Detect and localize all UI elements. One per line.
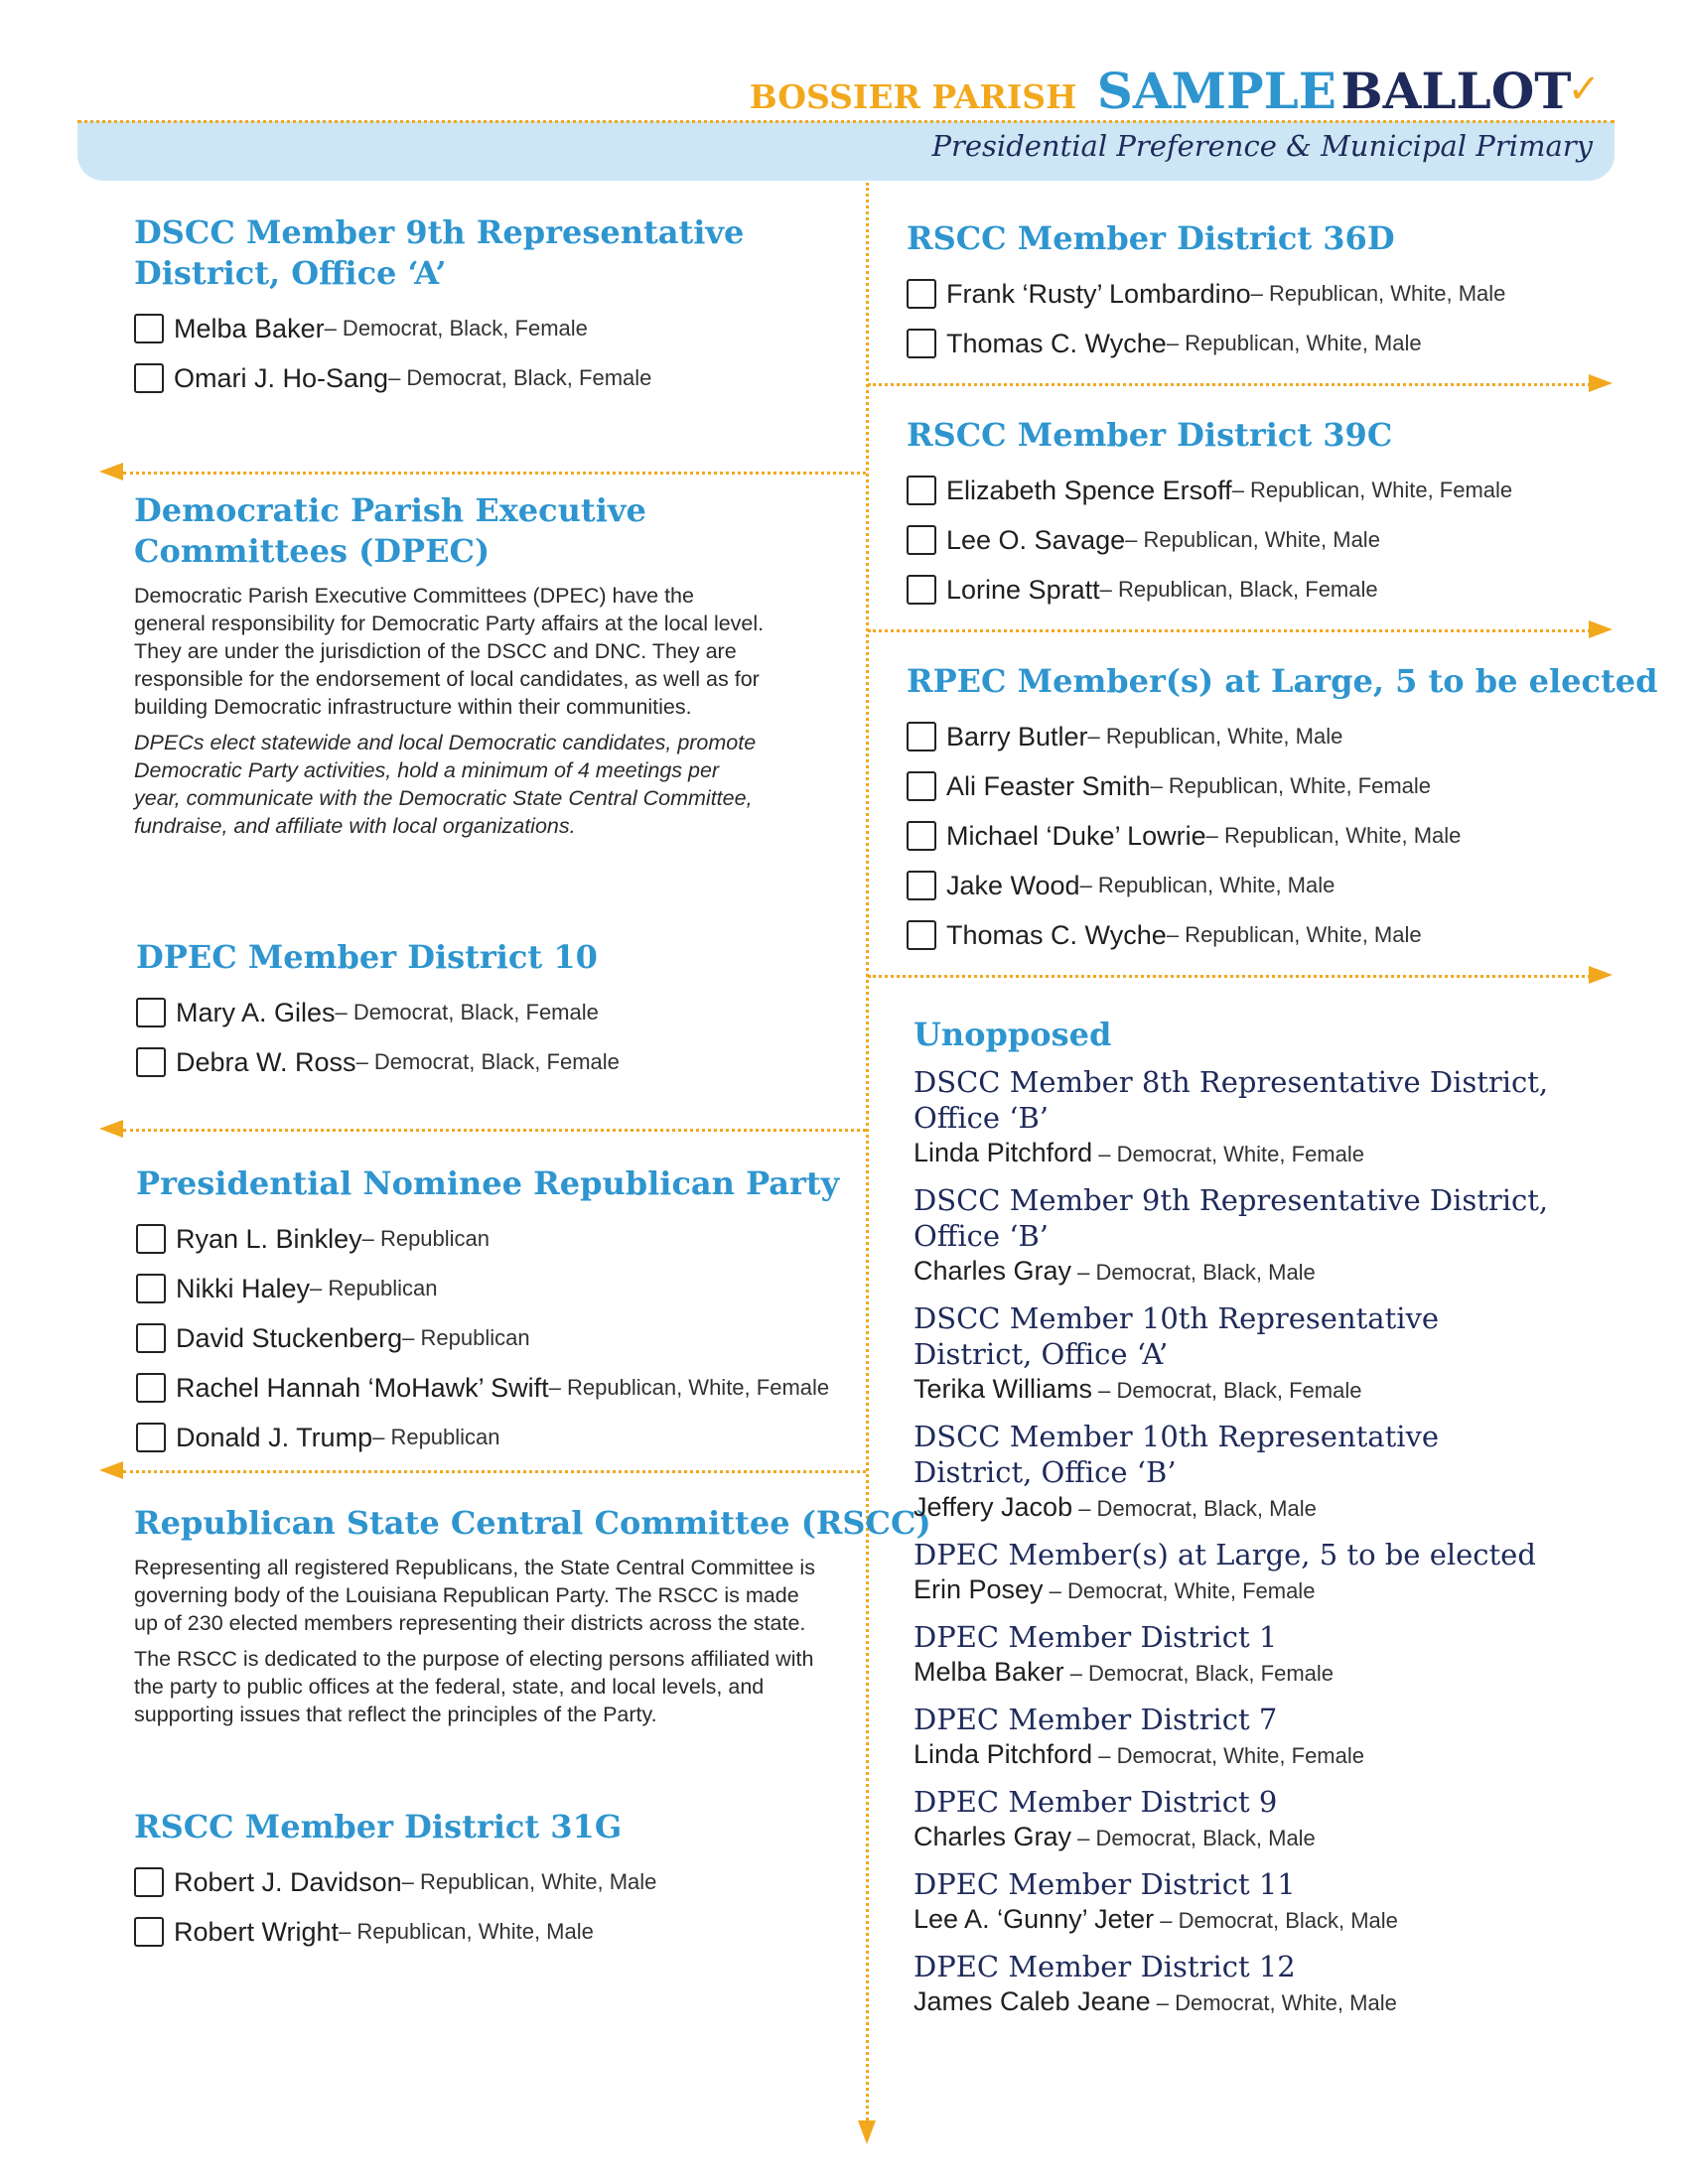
arrow-right-icon — [1589, 966, 1613, 984]
dpec-info — [134, 490, 770, 848]
candidate-desc: – Democrat, Black, Female — [1092, 1378, 1362, 1403]
checkbox[interactable] — [134, 1867, 164, 1897]
checkbox[interactable] — [907, 476, 936, 505]
candidate-desc: – Democrat, Black, Female — [355, 1049, 620, 1074]
office-name: DPEC Member District 7 — [914, 1703, 1278, 1736]
race-rscc-district-36d — [907, 218, 1602, 368]
candidate-desc: – Republican, White, Male — [1166, 922, 1422, 947]
candidate-desc: – Republican — [372, 1425, 500, 1449]
candidate-name: Linda Pitchford — [914, 1138, 1093, 1167]
candidate-desc: – Republican, White, Male — [1166, 331, 1422, 355]
candidate-desc: – Republican — [310, 1276, 438, 1300]
candidate-name: Melba Baker — [914, 1657, 1064, 1687]
ballot-header-title — [750, 62, 1601, 120]
candidate-name: Elizabeth Spence Ersoff — [946, 475, 1232, 505]
checkbox[interactable] — [907, 575, 936, 605]
unopposed-item — [914, 1300, 1549, 1411]
candidate-option[interactable] — [907, 761, 1621, 811]
race-rscc-district-31g — [134, 1807, 859, 1957]
checkbox[interactable] — [136, 998, 166, 1027]
candidate-name: Omari J. Ho-Sang — [174, 362, 389, 393]
candidate-desc: – Democrat, Black, Female — [1063, 1661, 1335, 1686]
candidate-option[interactable] — [907, 861, 1621, 910]
candidate-name: Jake Wood — [946, 870, 1080, 900]
candidate-name: Charles Gray — [914, 1256, 1072, 1286]
candidate-name: Thomas C. Wyche — [946, 328, 1167, 358]
candidate-desc: – Republican, White, Male — [339, 1919, 594, 1944]
candidate-name: Lee A. ‘Gunny’ Jeter — [914, 1904, 1155, 1934]
candidate-option[interactable] — [134, 304, 859, 353]
candidate-desc: – Democrat, Black, Female — [324, 316, 588, 341]
candidate-desc: – Republican, White, Male — [401, 1869, 657, 1894]
checkbox[interactable] — [907, 920, 936, 950]
candidate-option[interactable] — [136, 1264, 861, 1313]
candidate-name: Mary A. Giles — [176, 997, 336, 1027]
candidate-option[interactable] — [136, 988, 861, 1037]
candidate-desc: – Republican, White, Male — [1079, 873, 1336, 897]
office-name: DPEC Member District 9 — [914, 1785, 1278, 1819]
checkbox[interactable] — [136, 1323, 166, 1353]
candidate-option[interactable] — [907, 515, 1602, 565]
rscc-info — [134, 1503, 931, 1736]
office-name: DPEC Member District 12 — [914, 1950, 1296, 1983]
unopposed-item — [914, 1182, 1549, 1293]
unopposed-item — [914, 1949, 1549, 2023]
office-name: DPEC Member District 11 — [914, 1867, 1296, 1901]
candidate-option[interactable] — [136, 1313, 861, 1363]
candidate-desc: – Democrat, Black, Male — [1072, 1496, 1317, 1521]
candidate-name: Rachel Hannah ‘MoHawk’ Swift — [176, 1372, 549, 1403]
candidate-desc: – Republican, White, Male — [1205, 823, 1462, 848]
checkbox[interactable] — [136, 1047, 166, 1077]
race-title: RSCC Member District 31G — [134, 1808, 623, 1845]
candidate-desc: – Democrat, Black, Male — [1071, 1260, 1316, 1285]
candidate-name: Ryan L. Binkley — [176, 1223, 362, 1254]
checkbox[interactable] — [134, 314, 164, 343]
candidate-option[interactable] — [134, 1857, 859, 1907]
race-dpec-district-10 — [136, 937, 861, 1087]
candidate-name: Michael ‘Duke’ Lowrie — [946, 820, 1206, 851]
candidate-desc: – Republican — [361, 1226, 491, 1251]
arrow-left-icon — [99, 1120, 123, 1138]
ballot-subtitle: Presidential Preference & Municipal Primary — [931, 129, 1593, 163]
candidate-option[interactable] — [136, 1413, 861, 1462]
candidate-name: Terika Williams — [914, 1374, 1093, 1404]
candidate-desc: – Republican, White, Female — [1231, 478, 1513, 502]
race-title: RPEC Member(s) at Large, 5 to be elected — [907, 662, 1658, 700]
candidate-option[interactable] — [907, 466, 1602, 515]
race-presidential-republican — [136, 1163, 861, 1462]
unopposed-item — [914, 1702, 1549, 1776]
info-paragraph: Democratic Parish Executive Committees (DPEC) have the general responsibility for Democratic Party affairs at the local level. They are under the jurisdiction of the DSCC and DNC. They are responsible for the endorsement of local candidates, as well as for building Democratic infrastructure within their communities. — [134, 584, 765, 719]
checkbox[interactable] — [907, 525, 936, 555]
arrow-left-icon — [99, 463, 123, 480]
candidate-name: Thomas C. Wyche — [946, 919, 1167, 950]
info-paragraph: DPECs elect statewide and local Democratic candidates, promote Democratic Party activities, hold a minimum of 4 meetings per year, communicate with the Democratic State Central Committee, fundraise, and affiliate with local organizations. — [134, 731, 757, 838]
candidate-desc: – Democrat, Black, Male — [1071, 1826, 1316, 1850]
checkbox[interactable] — [907, 722, 936, 751]
candidate-option[interactable] — [907, 565, 1602, 614]
section-divider — [123, 472, 866, 475]
office-name: DPEC Member(s) at Large, 5 to be elected — [914, 1538, 1536, 1571]
candidate-option[interactable] — [907, 319, 1602, 368]
candidate-option[interactable] — [136, 1363, 861, 1413]
candidate-option[interactable] — [134, 1907, 859, 1957]
race-dscc-9th-office-a — [134, 212, 859, 403]
candidate-desc: – Republican — [402, 1325, 530, 1350]
candidate-name: Charles Gray — [914, 1822, 1072, 1851]
unopposed-item — [914, 1619, 1549, 1694]
candidate-name: Lee O. Savage — [946, 524, 1126, 555]
candidate-desc: – Republican, White, Male — [1125, 527, 1380, 552]
checkbox[interactable] — [907, 821, 936, 851]
unopposed-item — [914, 1419, 1549, 1529]
race-rscc-district-39c — [907, 415, 1602, 614]
candidate-name: Lorine Spratt — [946, 574, 1100, 605]
arrow-left-icon — [99, 1461, 123, 1479]
race-title: DPEC Member District 10 — [136, 938, 598, 976]
checkbox[interactable] — [907, 279, 936, 309]
info-paragraph: Representing all registered Republicans, the State Central Committee is governing body of the Louisiana Republican Party. The RSCC is made up of 230 elected members representing their districts across the state. — [134, 1556, 815, 1635]
checkbox[interactable] — [134, 1917, 164, 1947]
race-title: Presidential Nominee Republican Party — [136, 1164, 840, 1202]
candidate-option[interactable] — [907, 269, 1602, 319]
candidate-name: Melba Baker — [174, 313, 325, 343]
candidate-name: James Caleb Jeane — [914, 1986, 1151, 2016]
candidate-desc: – Republican, Black, Female — [1099, 577, 1378, 602]
section-divider — [868, 383, 1591, 386]
checkbox[interactable] — [136, 1423, 166, 1452]
candidate-option[interactable] — [907, 811, 1621, 861]
ballot-word: BALLOT — [1340, 62, 1572, 120]
office-name: DSCC Member 8th Representative District, Office ‘B’ — [914, 1065, 1549, 1135]
race-title: RSCC Member District 36D — [907, 219, 1395, 257]
checkbox[interactable] — [907, 329, 936, 358]
unopposed-item — [914, 1784, 1549, 1858]
candidate-option[interactable] — [134, 353, 859, 403]
candidate-desc: – Democrat, White, Female — [1043, 1578, 1316, 1603]
section-divider — [123, 1129, 866, 1132]
candidate-name: Barry Butler — [946, 721, 1088, 751]
candidate-name: Robert J. Davidson — [174, 1866, 402, 1897]
candidate-name: Donald J. Trump — [176, 1422, 373, 1452]
candidate-name: David Stuckenberg — [176, 1322, 403, 1353]
checkbox[interactable] — [136, 1224, 166, 1254]
section-divider — [123, 1470, 866, 1473]
candidate-name: Nikki Haley — [176, 1273, 311, 1303]
candidate-name: Frank ‘Rusty’ Lombardino — [946, 278, 1251, 309]
sample-word: SAMPLE — [1096, 62, 1336, 120]
checkbox[interactable] — [136, 1274, 166, 1303]
candidate-desc: – Republican, White, Female — [1150, 773, 1432, 798]
candidate-desc: – Democrat, Black, Male — [1154, 1908, 1398, 1933]
race-title: RSCC Member District 39C — [907, 416, 1393, 454]
section-divider — [868, 975, 1591, 978]
section-title: Republican State Central Committee (RSCC) — [134, 1504, 931, 1542]
section-title: Democratic Parish Executive Committees (DPEC) — [134, 491, 646, 570]
candidate-desc: – Republican, White, Female — [548, 1375, 830, 1400]
arrow-right-icon — [1589, 620, 1613, 638]
candidate-name: Erin Posey — [914, 1574, 1044, 1604]
arrow-down-icon — [858, 2120, 876, 2144]
unopposed-item — [914, 1866, 1549, 1941]
candidate-name: Ali Feaster Smith — [946, 770, 1151, 801]
candidate-name: Jeffery Jacob — [914, 1492, 1073, 1522]
candidate-option[interactable] — [907, 910, 1621, 960]
section-divider — [868, 629, 1591, 632]
office-name: DSCC Member 10th Representative District, Office ‘B’ — [914, 1420, 1440, 1489]
header-divider — [77, 120, 1615, 123]
unopposed-section — [914, 1015, 1549, 2031]
office-name: DSCC Member 10th Representative District, Office ‘A’ — [914, 1301, 1440, 1371]
candidate-desc: – Democrat, White, Female — [1092, 1142, 1364, 1166]
checkbox[interactable] — [907, 771, 936, 801]
arrow-right-icon — [1589, 374, 1613, 392]
checkbox[interactable] — [134, 363, 164, 393]
office-name: DPEC Member District 1 — [914, 1620, 1278, 1654]
candidate-name: Linda Pitchford — [914, 1739, 1093, 1769]
candidate-desc: – Democrat, Black, Female — [335, 1000, 599, 1024]
candidate-option[interactable] — [136, 1214, 861, 1264]
column-divider — [866, 183, 869, 2126]
unopposed-title: Unopposed — [914, 1016, 1112, 1053]
info-paragraph: The RSCC is dedicated to the purpose of electing persons affiliated with the party to public offices at the federal, state, and local levels, and supporting issues that reflect the principles of the Party. — [134, 1647, 814, 1726]
checkbox[interactable] — [907, 871, 936, 900]
candidate-option[interactable] — [907, 712, 1621, 761]
unopposed-item — [914, 1064, 1549, 1174]
unopposed-item — [914, 1537, 1549, 1611]
parish-name: BOSSIER PARISH — [749, 77, 1077, 116]
candidate-name: Debra W. Ross — [176, 1046, 356, 1077]
candidate-option[interactable] — [136, 1037, 861, 1087]
candidate-desc: – Republican, White, Male — [1087, 724, 1343, 749]
office-name: DSCC Member 9th Representative District, Office ‘B’ — [914, 1183, 1549, 1253]
candidate-desc: – Democrat, Black, Female — [388, 365, 652, 390]
candidate-desc: – Republican, White, Male — [1250, 281, 1506, 306]
candidate-desc: – Democrat, White, Male — [1150, 1990, 1397, 2015]
checkmark-icon: ✓ — [1567, 68, 1601, 111]
candidate-desc: – Democrat, White, Female — [1092, 1743, 1364, 1768]
race-title: DSCC Member 9th Representative District, Office ‘A’ — [134, 213, 745, 292]
race-rpec-at-large — [907, 661, 1658, 960]
candidate-name: Robert Wright — [174, 1916, 340, 1947]
checkbox[interactable] — [136, 1373, 166, 1403]
